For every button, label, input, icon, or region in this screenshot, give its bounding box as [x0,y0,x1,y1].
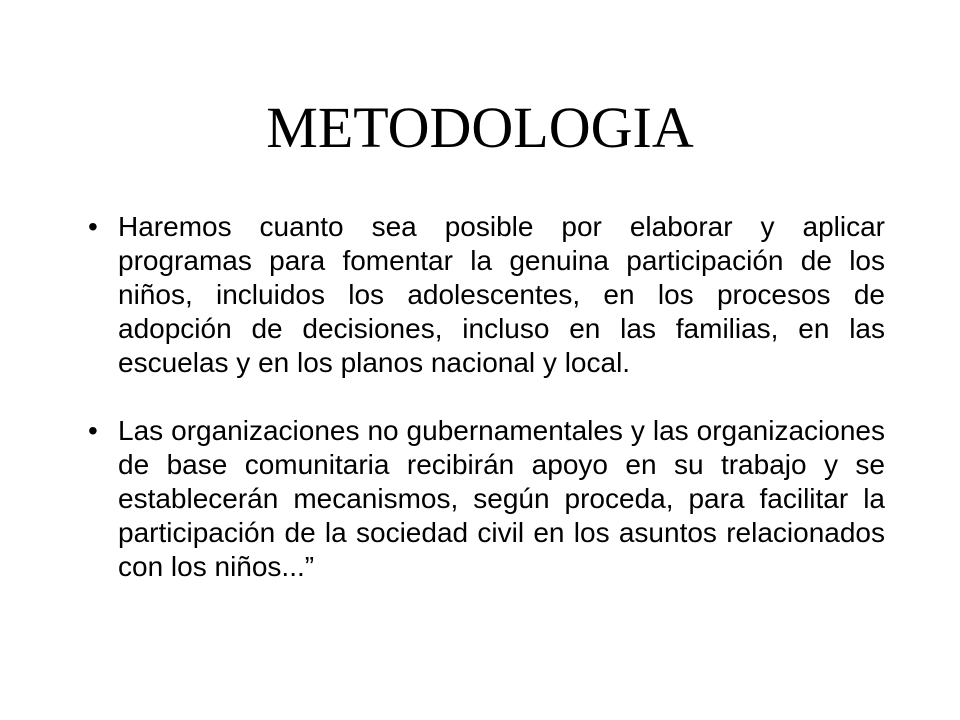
bullet-dot-icon: • [88,415,98,446]
bullet-item-organizations [88,414,885,584]
bullet-text: Las organizaciones no gubernamentales y las organizaciones de base comunitaria recibirán apoyo en su trabajo y se establecerán mecanismos, según proceda, para facilitar la participación de la sociedad civil en los asuntos relacionados con los niños...” [118,415,885,582]
bullet-dot-icon: • [88,211,98,242]
bullet-list [88,210,885,618]
slide-title: METODOLOGIA [266,95,694,160]
bullet-item-participation [88,210,885,380]
bullet-text: Haremos cuanto sea posible por elaborar y aplicar programas para fomentar la genuina participación de los niños, incluidos los adolescentes, en los procesos de adopción de decisiones, incluso en las familias, en las escuelas y en los planos nacional y local. [118,211,885,378]
